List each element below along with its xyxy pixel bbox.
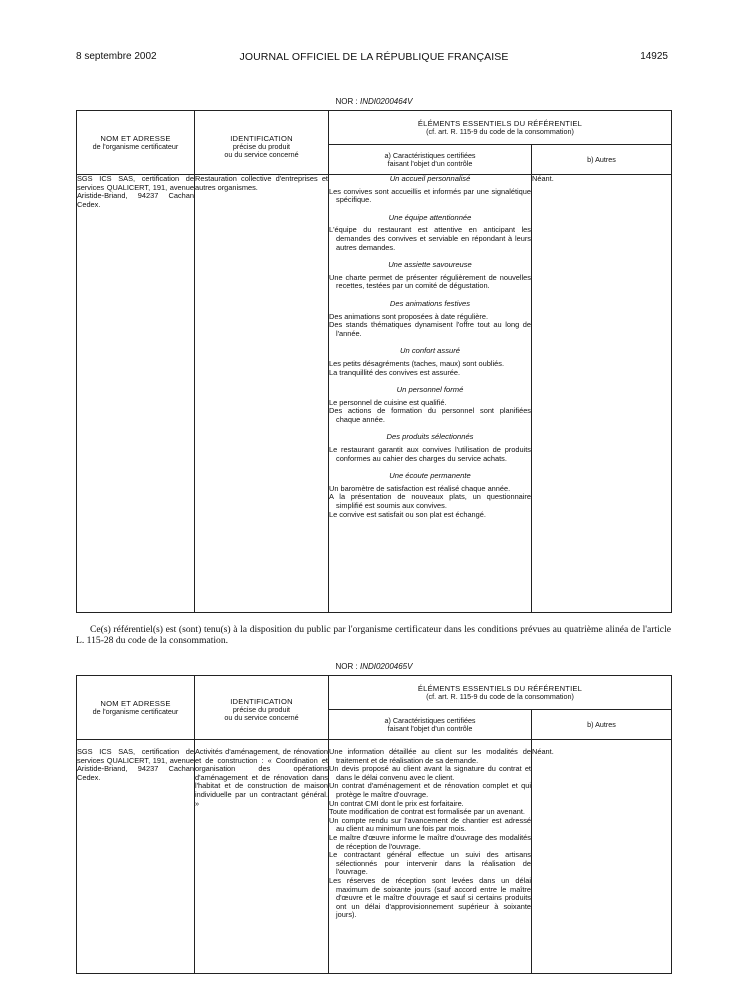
nor-reference-2: NOR : INDI0200465V [335, 662, 413, 671]
criteria-line: Toute modification de contrat est formalisée par un avenant. [329, 807, 525, 817]
header-others-cell: b) Autres [532, 710, 672, 740]
criteria-section: Des animations festives Des animations sont proposées à date régulière. Des stands thématiques dynamisent l'offre tout au long de l'année. [329, 298, 531, 338]
criteria-section: Des produits sélectionnés Le restaurant garantit aux convives l'utilisation de produits conformes au cahier des charges du service achats. [329, 432, 531, 463]
criteria-section: Un accueil personnalisé Les convives sont accueillis et informés par une signalétique spécifique. [329, 174, 531, 205]
criteria-line: Le contractant général effectue un suivi des artisans sélectionnés pour intervenir dans la réalisation de l'ouvrage. [329, 850, 531, 877]
header-elements-cell: ÉLÉMENTS ESSENTIELS DU RÉFÉRENTIEL (cf. art. R. 115-9 du code de la consommation) [329, 111, 672, 145]
header-date: 8 septembre 2002 [76, 51, 157, 62]
criteria-line: Un devis proposé au client avant la signature du contrat et dans le délai convenu avec le client. [329, 764, 531, 782]
criteria-section: Un confort assuré Les petits désagréments (taches, maux) sont oubliés. La tranquillité des convives est assurée. [329, 346, 505, 377]
ident-cell: Restauration collective d'entreprises et autres organismes. [195, 175, 329, 613]
header-ident-cell: IDENTIFICATION précise du produit ou du service concerné [195, 111, 329, 175]
header-certified-cell: a) Caractéristiques certifiées faisant l'objet d'un contrôle [329, 145, 532, 175]
nor-code: INDI0200465V [359, 662, 413, 671]
ident-cell: Activités d'aménagement, de rénovation et de construction : « Coordination et organisation des opérations d'aménagement et de rénovation dans l'habitat et de construction de maison individuelle par un contractant général. » [195, 740, 329, 974]
criteria-line: Un contrat CMI dont le prix est forfaitaire. [329, 798, 464, 808]
header-page-number: 14925 [640, 51, 668, 62]
criteria-line: Un contrat d'aménagement et de rénovation complet et qui protège le maître d'ouvrage. [329, 781, 531, 799]
criteria-line: Le maître d'œuvre informe le maître d'ouvrage des modalités de réception de l'ouvrage. [329, 832, 531, 851]
criteria-line: Un compte rendu sur l'avancement de chantier est adressé au client au minimum une fois par mois. [329, 815, 531, 834]
header-elements-cell: ÉLÉMENTS ESSENTIELS DU RÉFÉRENTIEL (cf. art. R. 115-9 du code de la consommation) [329, 676, 672, 710]
nor-reference-1: NOR : INDI0200464V [335, 97, 413, 106]
criteria-section: Une écoute permanente Un baromètre de satisfaction est réalisé chaque année. A la présentation de nouveaux plats, un questionnaire simplifié est soumis aux convives. Le convive est satisfait ou son plat est échangé. [329, 471, 531, 519]
others-cell: Néant. [532, 740, 672, 974]
criteria-section: Un personnel formé Le personnel de cuisine est qualifié. Des actions de formation du personnel sont planifiées chaque année. [329, 385, 531, 424]
header-ident-cell: IDENTIFICATION précise du produit ou du service concerné [195, 676, 329, 740]
criteria-section: Une équipe attentionnée L'équipe du restaurant est attentive en anticipant les demandes des convives et serviable en répondant à leurs autres demandes. [329, 212, 531, 252]
criteria-line: Une information détaillée au client sur les modalités de traitement et de réalisation de sa demande. [329, 747, 531, 765]
criteria-section: Une assiette savoureuse Une charte permet de présenter régulièrement de nouvelles recettes, testées par un comité de dégustation. [329, 260, 531, 291]
availability-note: Ce(s) référentiel(s) est (sont) tenu(s) à la disposition du public par l'organisme certificateur dans les conditions prévues au quatrième alinéa de l'article L. 115-28 du code de la consommation. [76, 624, 671, 646]
criteria-cell [329, 740, 532, 974]
criteria-line: Les réserves de réception sont levées dans un délai maximum de soixante jours (sauf accord entre le maître d'œuvre et le maître d'ouvrage et sauf si certains produits ont un délai d'approvisionnement supérieur à soixante jours). [329, 875, 531, 920]
header-org-cell: NOM ET ADRESSE de l'organisme certificateur [77, 111, 195, 175]
referential-table-2 [76, 675, 672, 974]
nor-code: INDI0200464V [359, 97, 413, 106]
criteria-cell [329, 175, 532, 613]
header-org-cell: NOM ET ADRESSE de l'organisme certificateur [77, 676, 195, 740]
referential-table-1 [76, 110, 672, 613]
header-title: JOURNAL OFFICIEL DE LA RÉPUBLIQUE FRANÇAISE [239, 51, 509, 63]
org-cell: SGS ICS SAS, certification de services QUALICERT, 191, avenue Aristide-Briand, 94237 Cachan Cedex. [77, 740, 195, 974]
org-cell: SGS ICS SAS, certification de services QUALICERT, 191, avenue Aristide-Briand, 94237 Cachan Cedex. [77, 175, 195, 613]
header-others-cell: b) Autres [532, 145, 672, 175]
header-certified-cell: a) Caractéristiques certifiées faisant l'objet d'un contrôle [329, 710, 532, 740]
others-cell: Néant. [532, 175, 672, 613]
